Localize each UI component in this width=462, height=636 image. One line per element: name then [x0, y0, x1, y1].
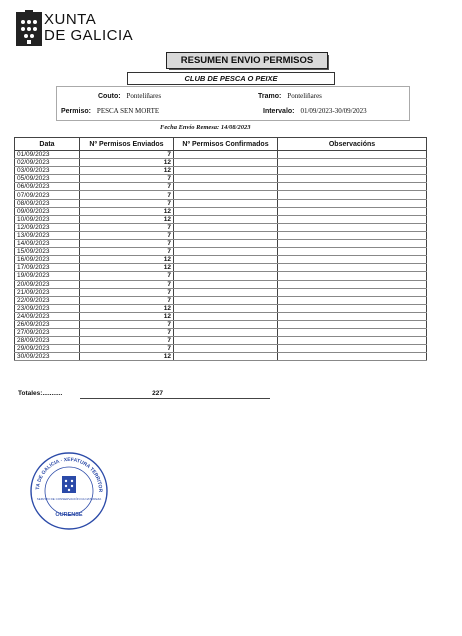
- table-row: [15, 175, 427, 183]
- cell-observacions: [278, 215, 427, 223]
- header-confirmados: Nº Permisos Confirmados: [174, 138, 278, 151]
- cell-date: 20/09/2023: [15, 280, 80, 288]
- cell-date: 28/09/2023: [15, 337, 80, 345]
- cell-date: 27/09/2023: [15, 329, 80, 337]
- cell-date: 03/09/2023: [15, 167, 80, 175]
- cell-observacions: [278, 240, 427, 248]
- intervalo-field: [263, 107, 367, 115]
- table-row: [15, 264, 427, 272]
- cell-observacions: [278, 296, 427, 304]
- cell-date: 22/09/2023: [15, 296, 80, 304]
- cell-enviados: 7: [80, 191, 174, 199]
- cell-enviados: 7: [80, 345, 174, 353]
- table-row: [15, 231, 427, 239]
- table-header-row: [15, 138, 427, 151]
- cell-enviados: 7: [80, 329, 174, 337]
- cell-date: 19/09/2023: [15, 272, 80, 280]
- tramo-field: [258, 92, 322, 100]
- cell-date: 12/09/2023: [15, 223, 80, 231]
- table-row: [15, 199, 427, 207]
- cell-observacions: [278, 320, 427, 328]
- cell-confirmados: [174, 175, 278, 183]
- cell-confirmados: [174, 353, 278, 361]
- header-enviados: Nº Permisos Enviados: [80, 138, 174, 151]
- table-row: [15, 288, 427, 296]
- cell-confirmados: [174, 320, 278, 328]
- table-row: [15, 337, 427, 345]
- cell-confirmados: [174, 215, 278, 223]
- table-row: [15, 183, 427, 191]
- cell-confirmados: [174, 272, 278, 280]
- cell-observacions: [278, 231, 427, 239]
- header-data: Data: [15, 138, 80, 151]
- cell-confirmados: [174, 159, 278, 167]
- cell-observacions: [278, 167, 427, 175]
- stamp-outer-text: TA DE GALICIA · XEFATURA TERRITOR: [35, 456, 104, 493]
- cell-date: 05/09/2023: [15, 175, 80, 183]
- cell-observacions: [278, 191, 427, 199]
- cell-confirmados: [174, 240, 278, 248]
- cell-enviados: 7: [80, 199, 174, 207]
- intervalo-label: Intervalo:: [263, 108, 295, 115]
- cell-date: 30/09/2023: [15, 353, 80, 361]
- cell-observacions: [278, 223, 427, 231]
- cell-observacions: [278, 159, 427, 167]
- table-row: [15, 329, 427, 337]
- cell-enviados: 7: [80, 272, 174, 280]
- cell-observacions: [278, 248, 427, 256]
- cell-enviados: 7: [80, 151, 174, 159]
- cell-confirmados: [174, 191, 278, 199]
- cell-date: 06/09/2023: [15, 183, 80, 191]
- cell-confirmados: [174, 207, 278, 215]
- table-row: [15, 272, 427, 280]
- cell-date: 23/09/2023: [15, 304, 80, 312]
- cell-date: 15/09/2023: [15, 248, 80, 256]
- cell-observacions: [278, 329, 427, 337]
- cell-date: 16/09/2023: [15, 256, 80, 264]
- tramo-label: Tramo:: [258, 93, 282, 100]
- couto-label: Couto:: [98, 93, 121, 100]
- cell-date: 17/09/2023: [15, 264, 80, 272]
- cell-confirmados: [174, 199, 278, 207]
- cell-observacions: [278, 312, 427, 320]
- cell-confirmados: [174, 280, 278, 288]
- org-line-2: DE GALICIA: [44, 27, 134, 44]
- cell-enviados: 7: [80, 320, 174, 328]
- cell-enviados: 7: [80, 288, 174, 296]
- cell-enviados: 12: [80, 159, 174, 167]
- stamp-city: OURENSE: [55, 512, 83, 518]
- cell-observacions: [278, 353, 427, 361]
- cell-confirmados: [174, 248, 278, 256]
- cell-confirmados: [174, 312, 278, 320]
- cell-confirmados: [174, 183, 278, 191]
- table-row: [15, 312, 427, 320]
- totals-label: Totales:...........: [18, 390, 63, 397]
- cell-date: 07/09/2023: [15, 191, 80, 199]
- cell-observacions: [278, 183, 427, 191]
- cell-observacions: [278, 337, 427, 345]
- permiso-field: [61, 107, 159, 115]
- cell-confirmados: [174, 337, 278, 345]
- club-name: CLUB DE PESCA O PEIXE: [127, 72, 335, 85]
- table-row: [15, 151, 427, 159]
- cell-enviados: 7: [80, 337, 174, 345]
- cell-date: 08/09/2023: [15, 199, 80, 207]
- cell-confirmados: [174, 167, 278, 175]
- cell-enviados: 12: [80, 215, 174, 223]
- cell-enviados: 7: [80, 183, 174, 191]
- cell-confirmados: [174, 231, 278, 239]
- cell-confirmados: [174, 264, 278, 272]
- cell-observacions: [278, 264, 427, 272]
- cell-confirmados: [174, 256, 278, 264]
- cell-confirmados: [174, 288, 278, 296]
- document-title: RESUMEN ENVIO PERMISOS: [166, 52, 328, 69]
- table-row: [15, 191, 427, 199]
- fecha-remesa: Fecha Envío Remesa: 14/08/2023: [160, 124, 251, 131]
- totals-value: 227: [152, 390, 163, 397]
- table-row: [15, 280, 427, 288]
- table-row: [15, 304, 427, 312]
- cell-observacions: [278, 288, 427, 296]
- cell-enviados: 7: [80, 175, 174, 183]
- cell-enviados: 7: [80, 223, 174, 231]
- cell-enviados: 12: [80, 167, 174, 175]
- cell-enviados: 7: [80, 296, 174, 304]
- cell-enviados: 7: [80, 248, 174, 256]
- table-row: [15, 215, 427, 223]
- table-row: [15, 320, 427, 328]
- cell-confirmados: [174, 151, 278, 159]
- table-row: [15, 256, 427, 264]
- org-name: [44, 12, 133, 44]
- table-row: [15, 159, 427, 167]
- cell-date: 09/09/2023: [15, 207, 80, 215]
- cell-observacions: [278, 304, 427, 312]
- cell-date: 24/09/2023: [15, 312, 80, 320]
- cell-observacions: [278, 280, 427, 288]
- org-line-1: XUNTA: [44, 11, 97, 28]
- table-row: [15, 240, 427, 248]
- cell-confirmados: [174, 296, 278, 304]
- cell-observacions: [278, 272, 427, 280]
- table-row: [15, 353, 427, 361]
- cell-date: 29/09/2023: [15, 345, 80, 353]
- cell-confirmados: [174, 223, 278, 231]
- couto-field: [98, 92, 161, 100]
- cell-enviados: 12: [80, 304, 174, 312]
- cell-observacions: [278, 175, 427, 183]
- cell-enviados: 7: [80, 231, 174, 239]
- permits-table: [14, 137, 427, 361]
- table-row: [15, 207, 427, 215]
- cell-date: 10/09/2023: [15, 215, 80, 223]
- table-row: [15, 223, 427, 231]
- cell-enviados: 12: [80, 353, 174, 361]
- cell-observacions: [278, 207, 427, 215]
- cell-confirmados: [174, 345, 278, 353]
- cell-date: 02/09/2023: [15, 159, 80, 167]
- couto-value: Ponteliñares: [126, 92, 162, 100]
- cell-date: 14/09/2023: [15, 240, 80, 248]
- cell-date: 01/09/2023: [15, 151, 80, 159]
- permiso-value: PESCA SEN MORTE: [96, 107, 160, 115]
- tramo-value: Ponteliñares: [287, 92, 322, 100]
- cell-enviados: 12: [80, 312, 174, 320]
- cell-confirmados: [174, 304, 278, 312]
- cell-enviados: 12: [80, 256, 174, 264]
- intervalo-value: 01/09/2023-30/09/2023: [300, 107, 367, 115]
- official-stamp-icon: [28, 450, 110, 532]
- cell-enviados: 12: [80, 264, 174, 272]
- cell-observacions: [278, 151, 427, 159]
- cell-date: 21/09/2023: [15, 288, 80, 296]
- table-row: [15, 296, 427, 304]
- cell-date: 26/09/2023: [15, 320, 80, 328]
- cell-observacions: [278, 345, 427, 353]
- cell-enviados: 7: [80, 240, 174, 248]
- cell-enviados: 12: [80, 207, 174, 215]
- table-row: [15, 167, 427, 175]
- permiso-label: Permiso:: [61, 108, 91, 115]
- cell-observacions: [278, 256, 427, 264]
- cell-confirmados: [174, 329, 278, 337]
- table-row: [15, 345, 427, 353]
- table-row: [15, 248, 427, 256]
- cell-observacions: [278, 199, 427, 207]
- header-observacions: Observacións: [278, 138, 427, 151]
- stamp-inner-text: SERVIZO DE CONSERVACIÓN DA NATUREZA: [36, 497, 102, 501]
- cell-enviados: 7: [80, 280, 174, 288]
- cell-date: 13/09/2023: [15, 231, 80, 239]
- totals-divider: [80, 398, 270, 399]
